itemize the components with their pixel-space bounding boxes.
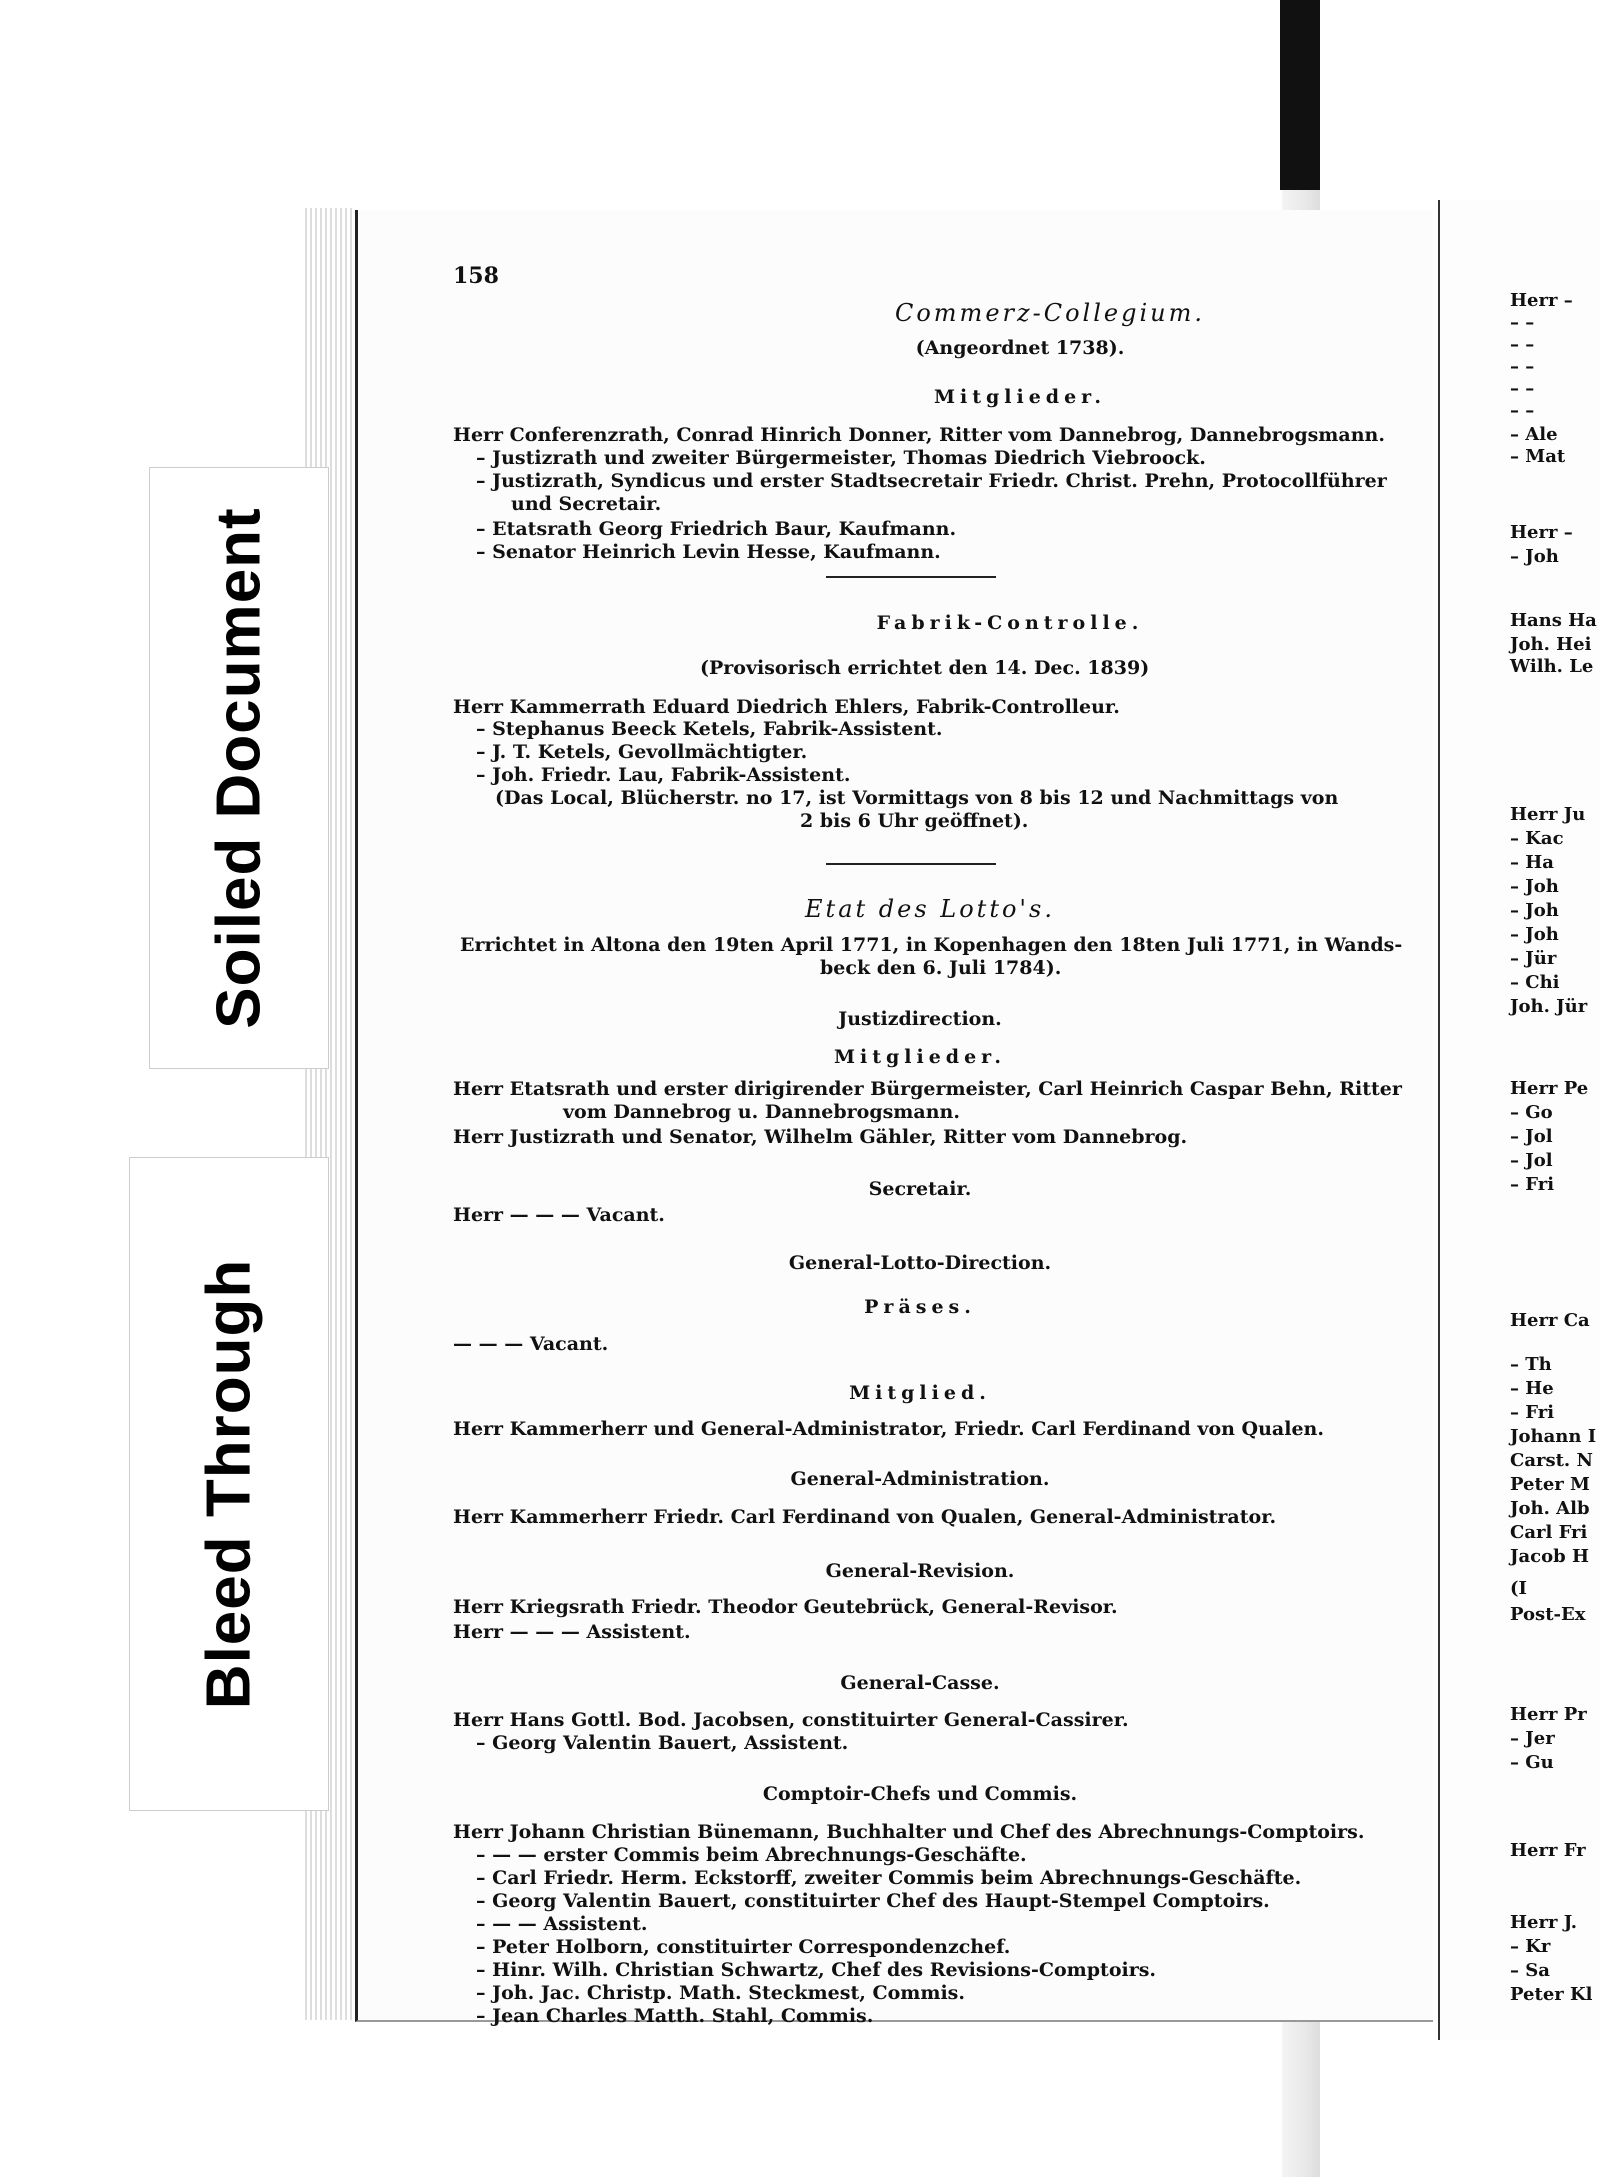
text-line: Herr Kammerherr und General-Administrator, Friedr. Carl Ferdinand von Qualen. [453, 1418, 1324, 1440]
text-line: Mitglied. [849, 1382, 991, 1404]
text-line: – Senator Heinrich Levin Hesse, Kaufmann. [476, 541, 941, 563]
facing-text-line: – Sa [1510, 1960, 1550, 1981]
facing-text-line: Joh. Hei [1510, 634, 1592, 655]
text-line: Herr Conferenzrath, Conrad Hinrich Donner, Ritter vom Dannebrog, Dannebrogsmann. [453, 424, 1385, 446]
facing-text-line: Post-Ex [1510, 1604, 1586, 1625]
section-divider [826, 863, 996, 865]
text-line: Mitglieder. [933, 386, 1107, 408]
section-divider [826, 576, 996, 578]
text-line: Präses. [864, 1296, 976, 1318]
text-line: – Peter Holborn, constituirter Correspondenzchef. [476, 1936, 1011, 1958]
text-line: 2 bis 6 Uhr geöffnet). [800, 810, 1029, 832]
facing-text-line: – Mat [1510, 446, 1566, 467]
text-line: – J. T. Ketels, Gevollmächtigter. [476, 741, 808, 763]
facing-text-line: – – [1510, 334, 1535, 355]
facing-text-line: – He [1510, 1378, 1554, 1399]
text-line: Mitglieder. [833, 1046, 1007, 1068]
text-line: – Stephanus Beeck Ketels, Fabrik-Assistent. [476, 718, 943, 740]
text-line: – — — Assistent. [476, 1913, 648, 1935]
facing-text-line: Hans Ha [1510, 610, 1597, 631]
facing-text-line: – Jür [1510, 948, 1557, 969]
facing-text-line: Herr – [1510, 522, 1573, 543]
text-line: Etat des Lotto's. [805, 895, 1055, 923]
facing-text-line: – Joh [1510, 546, 1559, 567]
facing-text-line: Herr Fr [1510, 1840, 1586, 1861]
text-line: – Joh. Jac. Christp. Math. Steckmest, Commis. [476, 1982, 965, 2004]
text-line: Secretair. [868, 1178, 972, 1200]
facing-text-line: – Joh [1510, 924, 1559, 945]
facing-text-line: Herr Pe [1510, 1078, 1589, 1099]
text-line: – Georg Valentin Bauert, constituirter Chef des Haupt-Stempel Comptoirs. [476, 1890, 1270, 1912]
facing-text-line: Jacob H [1510, 1546, 1590, 1567]
facing-text-line: – Jer [1510, 1728, 1555, 1749]
text-line: Herr Justizrath und Senator, Wilhelm Gähler, Ritter vom Dannebrog. [453, 1126, 1188, 1148]
facing-text-line: (I [1510, 1578, 1527, 1599]
text-line: (Angeordnet 1738). [915, 337, 1125, 359]
text-line: – Justizrath und zweiter Bürgermeister, Thomas Diedrich Viebroock. [476, 447, 1206, 469]
text-line: Herr — — — Assistent. [453, 1621, 691, 1643]
dark-edge-band [1280, 0, 1320, 190]
bleed-through-tab [130, 1158, 328, 1810]
facing-text-line: – Joh [1510, 900, 1559, 921]
facing-text-line: Peter M [1510, 1474, 1590, 1495]
facing-text-line: – Fri [1510, 1174, 1555, 1195]
text-line: Justizdirection. [838, 1008, 1002, 1030]
text-line: – Joh. Friedr. Lau, Fabrik-Assistent. [476, 764, 851, 786]
facing-text-line: – Kac [1510, 828, 1564, 849]
text-line: Herr Kammerherr Friedr. Carl Ferdinand von Qualen, General-Administrator. [453, 1506, 1277, 1528]
text-line: – Justizrath, Syndicus und erster Stadtsecretair Friedr. Christ. Prehn, Protocollführer [476, 470, 1387, 492]
facing-text-line: – Joh [1510, 876, 1559, 897]
text-line: Herr Hans Gottl. Bod. Jacobsen, constituirter General-Cassirer. [453, 1709, 1129, 1731]
facing-text-line: – Go [1510, 1102, 1553, 1123]
text-line: Herr — — — Vacant. [453, 1204, 665, 1226]
facing-text-line: – – [1510, 356, 1535, 377]
facing-text-line: – Gu [1510, 1752, 1554, 1773]
facing-text-line: – Kr [1510, 1936, 1551, 1957]
facing-text-line: – Chi [1510, 972, 1560, 993]
facing-text-line: Herr Pr [1510, 1704, 1587, 1725]
text-line: Commerz-Collegium. [894, 299, 1205, 327]
facing-text-line: – Jol [1510, 1150, 1553, 1171]
facing-text-line: Carl Fri [1510, 1522, 1588, 1543]
facing-text-line: Johann I [1510, 1426, 1597, 1447]
text-line: General-Administration. [790, 1468, 1050, 1490]
text-line: Fabrik-Controlle. [876, 612, 1144, 634]
facing-text-line: Carst. N [1510, 1450, 1593, 1471]
facing-text-line: – – [1510, 400, 1535, 421]
text-line: General-Lotto-Direction. [788, 1252, 1052, 1274]
facing-text-line: – Th [1510, 1354, 1552, 1375]
text-line: – Carl Friedr. Herm. Eckstorff, zweiter Commis beim Abrechnungs-Geschäfte. [476, 1867, 1302, 1889]
facing-text-line: Joh. Alb [1510, 1498, 1590, 1519]
text-line: Errichtet in Altona den 19ten April 1771, in Kopenhagen den 18ten Juli 1771, in Wands- [460, 934, 1403, 956]
facing-text-line: – Jol [1510, 1126, 1553, 1147]
facing-text-line: Herr Ca [1510, 1310, 1590, 1331]
text-line: Comptoir-Chefs und Commis. [762, 1783, 1078, 1805]
facing-text-line: Wilh. Le [1510, 656, 1594, 677]
facing-text-line: Herr J. [1510, 1912, 1578, 1933]
text-line: (Provisorisch errichtet den 14. Dec. 1839) [700, 657, 1150, 679]
facing-text-line: Herr – [1510, 290, 1573, 311]
facing-text-line: Peter Kl [1510, 1984, 1593, 2005]
text-line: Herr Etatsrath und erster dirigirender Bürgermeister, Carl Heinrich Caspar Behn, Ritter [453, 1078, 1402, 1100]
text-line: vom Dannebrog u. Dannebrogsmann. [563, 1101, 960, 1123]
text-line: — — — Vacant. [453, 1333, 609, 1355]
text-line: – Jean Charles Matth. Stahl, Commis. [476, 2005, 874, 2027]
text-line: General-Revision. [825, 1560, 1015, 1582]
facing-text-line: Herr Ju [1510, 804, 1586, 825]
facing-text-line: – – [1510, 378, 1535, 399]
text-line: Herr Kammerrath Eduard Diedrich Ehlers, Fabrik-Controlleur. [453, 696, 1120, 718]
text-line: – Georg Valentin Bauert, Assistent. [476, 1732, 849, 1754]
text-line: (Das Local, Blücherstr. no 17, ist Vormittags von 8 bis 12 und Nachmittags von [495, 787, 1339, 809]
facing-text-line: – Ale [1510, 424, 1558, 445]
text-line: General-Casse. [840, 1672, 1000, 1694]
facing-text-line: Joh. Jür [1510, 996, 1588, 1017]
text-line: – Hinr. Wilh. Christian Schwartz, Chef des Revisions-Comptoirs. [476, 1959, 1157, 1981]
text-line: beck den 6. Juli 1784). [820, 957, 1062, 979]
text-line: und Secretair. [511, 493, 662, 515]
facing-text-line: – Fri [1510, 1402, 1555, 1423]
soiled-document-label: Soiled Document [204, 507, 274, 1029]
page-number: 158 [453, 263, 499, 289]
text-line: Herr Johann Christian Bünemann, Buchhalter und Chef des Abrechnungs-Comptoirs. [453, 1821, 1365, 1843]
facing-text-line: – Ha [1510, 852, 1554, 873]
text-line: – Etatsrath Georg Friedrich Baur, Kaufmann. [476, 518, 957, 540]
text-line: – — — erster Commis beim Abrechnungs-Geschäfte. [476, 1844, 1027, 1866]
soiled-document-tab [150, 468, 328, 1068]
bleed-through-label: Bleed Through [194, 1258, 264, 1710]
facing-text-line: – – [1510, 312, 1535, 333]
text-line: Herr Kriegsrath Friedr. Theodor Geutebrück, General-Revisor. [453, 1596, 1118, 1618]
